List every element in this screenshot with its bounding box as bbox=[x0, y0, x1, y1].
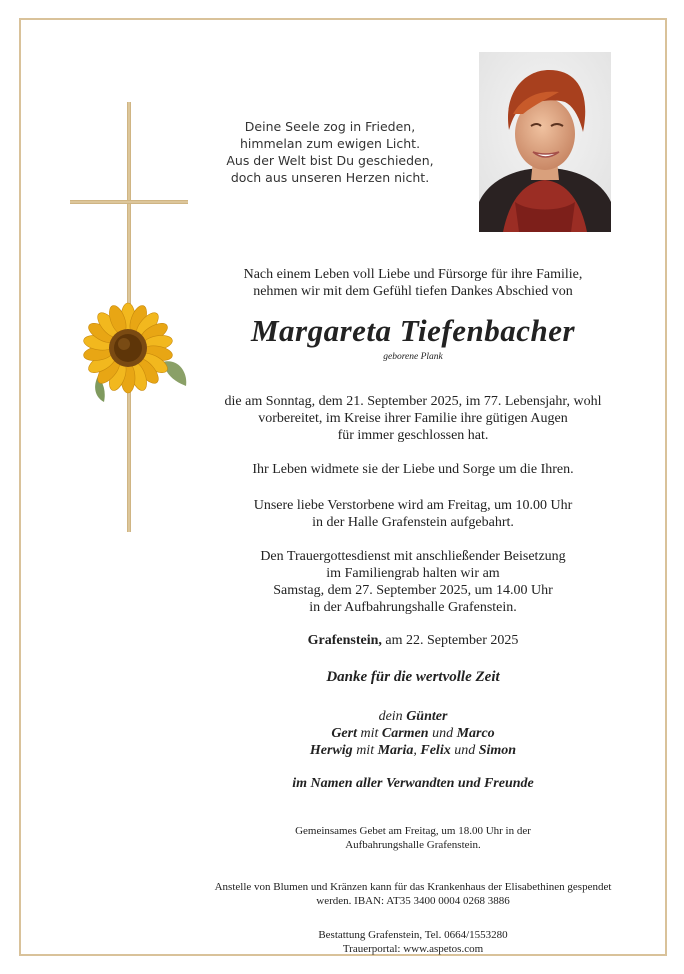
poem bbox=[200, 118, 460, 186]
family-member: Maria bbox=[377, 743, 414, 758]
viewing-paragraph bbox=[180, 497, 646, 531]
family-member: Felix bbox=[420, 743, 451, 758]
paragraph-line: vorbereitet, im Kreise ihrer Familie ihre gütigen Augen bbox=[258, 411, 568, 426]
poem-line: doch aus unseren Herzen nicht. bbox=[230, 170, 430, 185]
paragraph-line: in der Halle Grafenstein aufgebahrt. bbox=[312, 515, 514, 530]
family-member: Marco bbox=[456, 726, 495, 741]
cross-bar bbox=[70, 200, 188, 204]
family-word: mit bbox=[356, 726, 382, 741]
place-date bbox=[180, 632, 646, 649]
intro-text bbox=[180, 266, 646, 300]
notice-line: Aufbahrungshalle Grafenstein. bbox=[345, 839, 481, 851]
family-word: und bbox=[428, 726, 457, 741]
footer-line: Trauerportal: www.aspetos.com bbox=[342, 943, 484, 955]
donation-notice bbox=[190, 880, 636, 908]
family-member: Carmen bbox=[381, 726, 429, 741]
family-word: , bbox=[413, 743, 421, 758]
family-line bbox=[180, 708, 646, 725]
intro-line: nehmen wir mit dem Gefühl tiefen Dankes Abschied von bbox=[253, 284, 573, 299]
poem-line: Aus der Welt bist Du geschieden, bbox=[226, 153, 434, 168]
place: Grafenstein, bbox=[307, 633, 382, 648]
family-member: Simon bbox=[478, 743, 517, 758]
maiden-name: geborene Plank bbox=[383, 352, 443, 362]
paragraph-line: Ihr Leben widmete sie der Liebe und Sorge um die Ihren. bbox=[252, 462, 574, 477]
sunflower-icon bbox=[68, 296, 188, 410]
life-paragraph bbox=[180, 461, 646, 478]
paragraph-line: Unsere liebe Verstorbene wird am Freitag, um 10.00 Uhr bbox=[253, 498, 573, 513]
notice-line: Anstelle von Blumen und Kränzen kann für das Krankenhaus der Elisabethinen gespendet bbox=[214, 881, 612, 893]
deceased-name: Margareta Tiefenbacher bbox=[250, 313, 576, 348]
intro-line: Nach einem Leben voll Liebe und Fürsorge für ihre Familie, bbox=[243, 267, 583, 282]
footer-line: Bestattung Grafenstein, Tel. 0664/1553280 bbox=[318, 929, 508, 941]
family-word: dein bbox=[378, 709, 407, 724]
paragraph-line: Samstag, dem 27. September 2025, um 14.00 Uhr bbox=[273, 583, 553, 598]
paragraph-line: Den Trauergottesdienst mit anschließender Beisetzung bbox=[260, 549, 566, 564]
family-member: Günter bbox=[406, 709, 448, 724]
paragraph-line: in der Aufbahrungshalle Grafenstein. bbox=[309, 600, 517, 615]
family-signatures bbox=[180, 708, 646, 759]
family-word: mit bbox=[352, 743, 378, 758]
paragraph-line: für immer geschlossen hat. bbox=[337, 428, 489, 443]
family-member: Herwig bbox=[309, 743, 353, 758]
funeral-home-footer bbox=[180, 928, 646, 956]
paragraph-line: im Familiengrab halten wir am bbox=[326, 566, 500, 581]
death-notice-paragraph bbox=[180, 393, 646, 444]
notice-line: Gemeinsames Gebet am Freitag, um 18.00 Uhr in der bbox=[295, 825, 531, 837]
family-line bbox=[180, 742, 646, 759]
on-behalf-line: im Namen aller Verwandten und Freunde bbox=[292, 776, 534, 791]
family-line bbox=[180, 725, 646, 742]
poem-line: Deine Seele zog in Frieden, bbox=[244, 119, 416, 134]
notice-line: werden. IBAN: AT35 3400 0004 0268 3886 bbox=[316, 895, 510, 907]
date: am 22. September 2025 bbox=[381, 633, 519, 648]
thanks-line: Danke für die wertvolle Zeit bbox=[326, 669, 500, 685]
poem-line: himmelan zum ewigen Licht. bbox=[239, 136, 421, 151]
paragraph-line: die am Sonntag, dem 21. September 2025, im 77. Lebensjahr, wohl bbox=[224, 394, 602, 409]
prayer-notice bbox=[180, 824, 646, 852]
family-member: Gert bbox=[331, 726, 357, 741]
funeral-paragraph bbox=[180, 548, 646, 616]
family-word: und bbox=[450, 743, 479, 758]
portrait-photo bbox=[479, 52, 611, 232]
